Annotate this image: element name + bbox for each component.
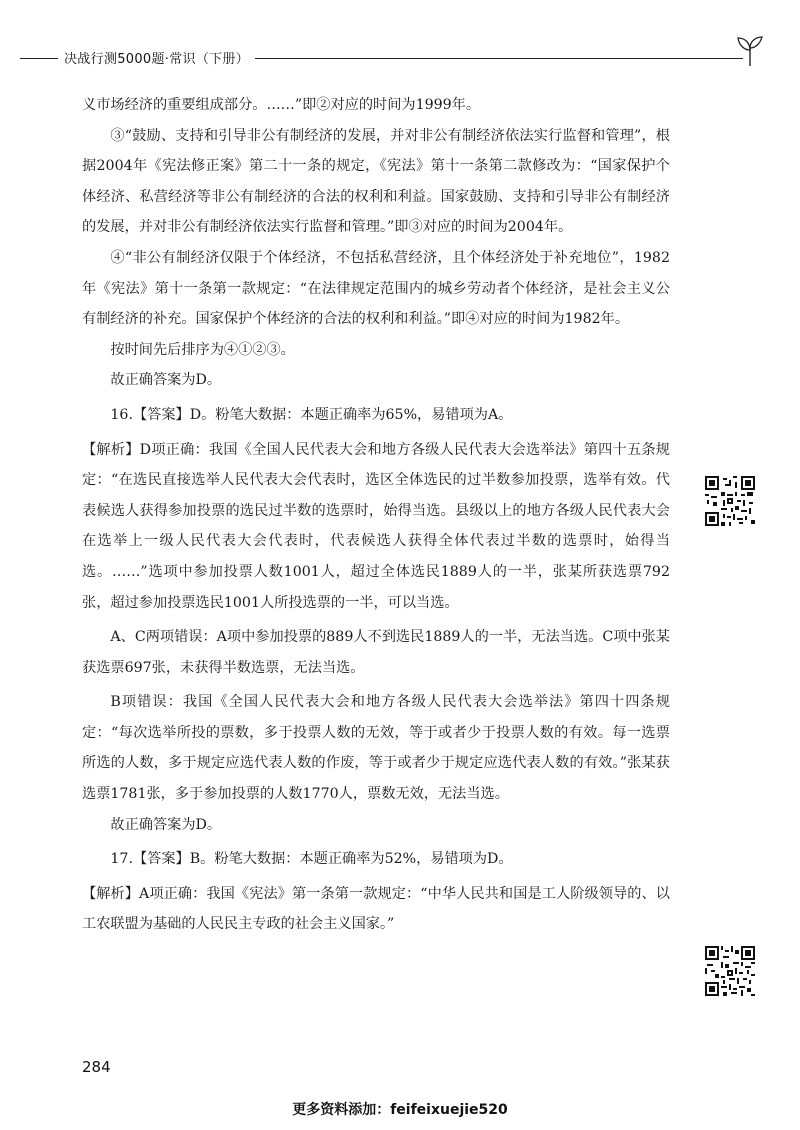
sprout-icon <box>735 32 765 68</box>
paragraph-2004-amendment: ③“鼓励、支持和引导非公有制经济的发展，并对非公有制经济依法实行监督和管理”，根据2004年《宪法修正案》第二十一条的规定，《宪法》第十一条第二款修改为：“国家保护个体经济、私营经济等非公有制经济的合法的权利和利益。国家鼓励、支持和引导非公有制经济的发展，并对非公有制经济依法实行监督和管理。”即③对应的时间为2004年。 <box>82 127 670 236</box>
paragraph-1999-conclusion: 义市场经济的重要组成部分。……”即②对应的时间为1999年。 <box>82 97 481 113</box>
analysis-16-b: B项错误：我国《全国人民代表大会和地方各级人民代表大会选举法》第四十四条规定：“每次选举所投的票数，多于投票人数的无效，等于或者少于投票人数的有效。每一选票所选的人数，多于规定应选代表人数的作废，等于或者少于规定应选代表人数的有效。”张某获选票1781张，多于参加投票的人数1770人，票数无效，无法当选。 <box>82 694 670 803</box>
paragraph-1982-constitution: ④“非公有制经济仅限于个体经济，不包括私营经济，且个体经济处于补充地位”，1982年《宪法》第十一条第一款规定：“在法律规定范围内的城乡劳动者个体经济，是社会主义公有制经济的补充。国家保护个体经济的合法的权利和利益。”即④对应的时间为1982年。 <box>82 249 670 328</box>
paragraph-order: 按时间先后排序为④①②③。 <box>110 341 295 358</box>
answer-17-heading: 17.【答案】B。粉笔大数据：本题正确率为52%，易错项为D。 <box>110 851 513 868</box>
analysis-17-a: 【解析】A项正确：我国《宪法》第一条第一款规定：“中华人民共和国是工人阶级领导的、以工农联盟为基础的人民民主专政的社会主义国家。” <box>82 885 670 933</box>
paragraph-answer-15: 故正确答案为D。 <box>110 372 222 389</box>
qr-code-17[interactable] <box>705 946 755 996</box>
analysis-16-d: 【解析】D项正确：我国《全国人民代表大会和地方各级人民代表大会选举法》第四十五条规定：“在选民直接选举人民代表大会代表时，选区全体选民的过半数参加投票，选举有效。代表候选人获得参加投票的选民过半数的选票时，始得当选。县级以上的地方各级人民代表大会在选举上一级人民代表大会代表时，代表候选人获得全体代表过半数的选票时，始得当选。……”选项中参加投票人数1001人，超过全体选民1889人的一半，张某所获选票792张，超过参加投票选民1001人所投选票的一半，可以当选。 <box>82 441 670 611</box>
answer-explanation-body <box>82 90 670 940</box>
qr-code-16[interactable] <box>705 476 755 526</box>
footer-contact-note: 更多资料添加：feifeixuejie520 <box>292 1102 508 1118</box>
analysis-16-ac: A、C两项错误：A项中参加投票的889人不到选民1889人的一半，无法当选。C项中张某获选票697张，未获得半数选票，无法当选。 <box>82 629 670 676</box>
page-number: 284 <box>82 1058 111 1076</box>
answer-16-heading: 16.【答案】D。粉笔大数据：本题正确率为65%，易错项为A。 <box>110 406 513 423</box>
paragraph-answer-16: 故正确答案为D。 <box>110 816 222 833</box>
running-header <box>20 44 765 72</box>
header-title: 决战行测5000题·常识（下册） <box>58 48 255 67</box>
